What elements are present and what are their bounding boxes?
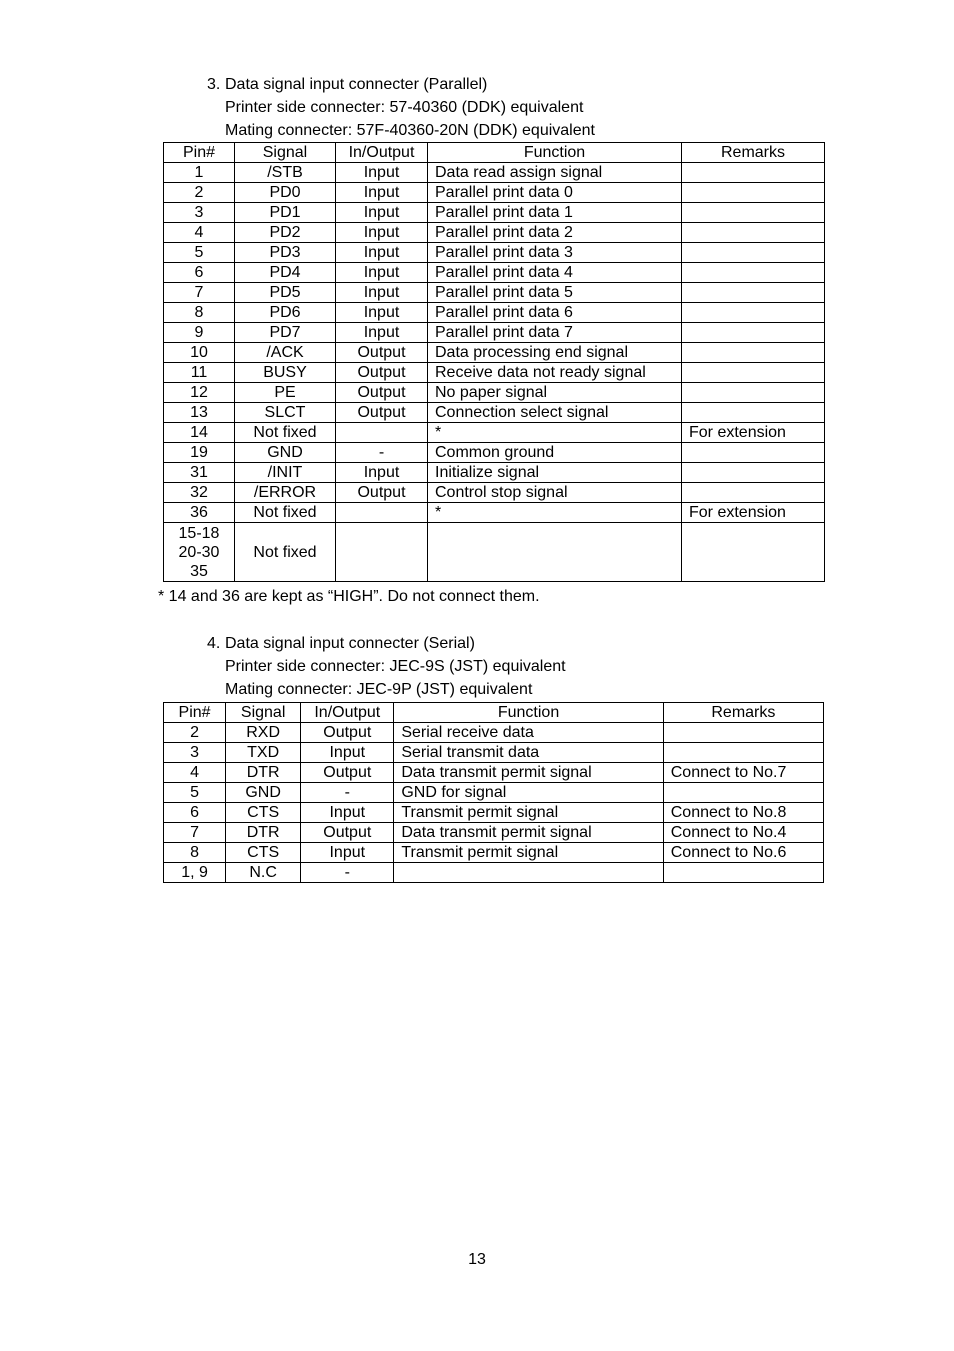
function-cell: Serial transmit data bbox=[394, 743, 663, 763]
table-header-row bbox=[164, 703, 824, 723]
table-header-row bbox=[164, 143, 825, 163]
table-row bbox=[164, 763, 824, 783]
header-signal: Signal bbox=[226, 703, 301, 723]
remarks-cell bbox=[682, 283, 825, 303]
in-output-cell: Input bbox=[336, 183, 428, 203]
table-row bbox=[164, 263, 825, 283]
pin-cell: 36 bbox=[164, 503, 235, 523]
table-row bbox=[164, 363, 825, 383]
function-cell: Parallel print data 7 bbox=[428, 323, 682, 343]
in-output-cell: Input bbox=[301, 743, 394, 763]
pin-cell: 8 bbox=[164, 843, 226, 863]
in-output-cell: Output bbox=[301, 763, 394, 783]
remarks-cell bbox=[682, 303, 825, 323]
signal-cell: N.C bbox=[226, 863, 301, 883]
remarks-cell bbox=[682, 323, 825, 343]
pin-cell: 8 bbox=[164, 303, 235, 323]
signal-cell: PD2 bbox=[235, 223, 336, 243]
table-row bbox=[164, 523, 825, 582]
remarks-cell bbox=[682, 523, 825, 582]
signal-cell: PD7 bbox=[235, 323, 336, 343]
in-output-cell: Input bbox=[336, 463, 428, 483]
pin-cell: 6 bbox=[164, 803, 226, 823]
in-output-cell: Output bbox=[336, 403, 428, 423]
in-output-cell: Input bbox=[336, 263, 428, 283]
function-cell: Parallel print data 6 bbox=[428, 303, 682, 323]
header-in-output: In/Output bbox=[336, 143, 428, 163]
signal-cell: /STB bbox=[235, 163, 336, 183]
pin-cell: 6 bbox=[164, 263, 235, 283]
pin-cell: 31 bbox=[164, 463, 235, 483]
function-cell: * bbox=[428, 423, 682, 443]
header-remarks: Remarks bbox=[663, 703, 823, 723]
remarks-cell bbox=[682, 203, 825, 223]
table-row bbox=[164, 743, 824, 763]
function-cell: Parallel print data 2 bbox=[428, 223, 682, 243]
serial-section-title: Data signal input connecter (Serial) bbox=[225, 635, 475, 652]
remarks-cell: For extension bbox=[682, 423, 825, 443]
pin-cell: 32 bbox=[164, 483, 235, 503]
pin-cell: 10 bbox=[164, 343, 235, 363]
remarks-cell bbox=[682, 483, 825, 503]
table-row bbox=[164, 183, 825, 203]
remarks-cell bbox=[663, 723, 823, 743]
in-output-cell bbox=[336, 423, 428, 443]
pin-cell: 1 bbox=[164, 163, 235, 183]
function-cell: Parallel print data 0 bbox=[428, 183, 682, 203]
remarks-cell bbox=[663, 783, 823, 803]
parallel-section-title: Data signal input connecter (Parallel) bbox=[225, 76, 488, 93]
signal-cell: BUSY bbox=[235, 363, 336, 383]
signal-cell: DTR bbox=[226, 823, 301, 843]
parallel-pin-table bbox=[163, 142, 825, 582]
serial-printer-side-connector: Printer side connecter: JEC-9S (JST) equivalent bbox=[225, 658, 566, 675]
pin-cell: 5 bbox=[164, 783, 226, 803]
pin-cell: 11 bbox=[164, 363, 235, 383]
remarks-cell: Connect to No.8 bbox=[663, 803, 823, 823]
signal-cell: SLCT bbox=[235, 403, 336, 423]
serial-mating-connector: Mating connecter: JEC-9P (JST) equivalent bbox=[225, 681, 533, 698]
pin-cell: 2 bbox=[164, 723, 226, 743]
in-output-cell: Input bbox=[336, 323, 428, 343]
function-cell: Receive data not ready signal bbox=[428, 363, 682, 383]
table-row bbox=[164, 163, 825, 183]
remarks-cell bbox=[682, 443, 825, 463]
in-output-cell: Input bbox=[301, 843, 394, 863]
table-row bbox=[164, 243, 825, 263]
table-row bbox=[164, 443, 825, 463]
remarks-cell: For extension bbox=[682, 503, 825, 523]
in-output-cell: Input bbox=[336, 163, 428, 183]
in-output-cell: - bbox=[336, 443, 428, 463]
signal-cell: PD0 bbox=[235, 183, 336, 203]
parallel-heading bbox=[207, 73, 487, 96]
table-row bbox=[164, 423, 825, 443]
function-cell: Connection select signal bbox=[428, 403, 682, 423]
serial-section-number: 4. bbox=[207, 635, 221, 652]
signal-cell: Not fixed bbox=[235, 423, 336, 443]
header-function: Function bbox=[428, 143, 682, 163]
header-pin: Pin# bbox=[164, 143, 235, 163]
function-cell: Parallel print data 3 bbox=[428, 243, 682, 263]
table-row bbox=[164, 323, 825, 343]
function-cell: Parallel print data 1 bbox=[428, 203, 682, 223]
signal-cell: Not fixed bbox=[235, 523, 336, 582]
function-cell: Common ground bbox=[428, 443, 682, 463]
in-output-cell: Output bbox=[336, 383, 428, 403]
signal-cell: CTS bbox=[226, 803, 301, 823]
signal-cell: PE bbox=[235, 383, 336, 403]
table-row bbox=[164, 803, 824, 823]
serial-heading bbox=[207, 632, 475, 655]
signal-cell: PD1 bbox=[235, 203, 336, 223]
pin-cell: 4 bbox=[164, 223, 235, 243]
pin-cell: 14 bbox=[164, 423, 235, 443]
header-in-output: In/Output bbox=[301, 703, 394, 723]
remarks-cell bbox=[682, 243, 825, 263]
function-cell: GND for signal bbox=[394, 783, 663, 803]
table-row bbox=[164, 843, 824, 863]
function-cell: Parallel print data 4 bbox=[428, 263, 682, 283]
table-row bbox=[164, 303, 825, 323]
function-cell bbox=[428, 523, 682, 582]
function-cell: No paper signal bbox=[428, 383, 682, 403]
function-cell: * bbox=[428, 503, 682, 523]
pin-cell: 7 bbox=[164, 823, 226, 843]
pin-cell: 3 bbox=[164, 743, 226, 763]
in-output-cell: Output bbox=[301, 823, 394, 843]
signal-cell: /ERROR bbox=[235, 483, 336, 503]
table-row bbox=[164, 343, 825, 363]
in-output-cell: Input bbox=[301, 803, 394, 823]
pin-cell: 12 bbox=[164, 383, 235, 403]
remarks-cell bbox=[682, 383, 825, 403]
function-cell: Initialize signal bbox=[428, 463, 682, 483]
remarks-cell bbox=[682, 183, 825, 203]
in-output-cell: Output bbox=[336, 363, 428, 383]
pin-cell: 3 bbox=[164, 203, 235, 223]
in-output-cell: Output bbox=[336, 483, 428, 503]
pin-cell: 7 bbox=[164, 283, 235, 303]
parallel-mating-connector: Mating connecter: 57F-40360-20N (DDK) equivalent bbox=[225, 122, 595, 139]
pin-cell: 2 bbox=[164, 183, 235, 203]
in-output-cell: - bbox=[301, 863, 394, 883]
remarks-cell bbox=[663, 743, 823, 763]
remarks-cell: Connect to No.4 bbox=[663, 823, 823, 843]
page-number: 13 bbox=[468, 1251, 486, 1268]
in-output-cell: Input bbox=[336, 243, 428, 263]
header-signal: Signal bbox=[235, 143, 336, 163]
in-output-cell: Output bbox=[301, 723, 394, 743]
remarks-cell bbox=[682, 223, 825, 243]
signal-cell: GND bbox=[226, 783, 301, 803]
signal-cell: Not fixed bbox=[235, 503, 336, 523]
header-function: Function bbox=[394, 703, 663, 723]
function-cell: Transmit permit signal bbox=[394, 803, 663, 823]
function-cell: Data transmit permit signal bbox=[394, 823, 663, 843]
remarks-cell bbox=[663, 863, 823, 883]
in-output-cell: Output bbox=[336, 343, 428, 363]
remarks-cell bbox=[682, 363, 825, 383]
pin-cell: 13 bbox=[164, 403, 235, 423]
pin-cell: 1, 9 bbox=[164, 863, 226, 883]
table-row bbox=[164, 823, 824, 843]
remarks-cell: Connect to No.6 bbox=[663, 843, 823, 863]
signal-cell: PD3 bbox=[235, 243, 336, 263]
table-row bbox=[164, 723, 824, 743]
pin-cell: 9 bbox=[164, 323, 235, 343]
pin-cell: 4 bbox=[164, 763, 226, 783]
serial-pin-table bbox=[163, 702, 824, 883]
table-row bbox=[164, 223, 825, 243]
remarks-cell bbox=[682, 343, 825, 363]
table-row bbox=[164, 403, 825, 423]
in-output-cell bbox=[336, 523, 428, 582]
parallel-printer-side-connector: Printer side connecter: 57-40360 (DDK) equivalent bbox=[225, 99, 584, 116]
signal-cell: GND bbox=[235, 443, 336, 463]
remarks-cell bbox=[682, 163, 825, 183]
table-row bbox=[164, 463, 825, 483]
remarks-cell bbox=[682, 463, 825, 483]
signal-cell: /INIT bbox=[235, 463, 336, 483]
table-row bbox=[164, 483, 825, 503]
remarks-cell bbox=[682, 263, 825, 283]
table-row bbox=[164, 863, 824, 883]
remarks-cell bbox=[682, 403, 825, 423]
function-cell: Data transmit permit signal bbox=[394, 763, 663, 783]
in-output-cell: Input bbox=[336, 203, 428, 223]
function-cell: Serial receive data bbox=[394, 723, 663, 743]
parallel-section-number: 3. bbox=[207, 76, 221, 93]
remarks-cell: Connect to No.7 bbox=[663, 763, 823, 783]
pin-cell: 5 bbox=[164, 243, 235, 263]
signal-cell: /ACK bbox=[235, 343, 336, 363]
table-row bbox=[164, 203, 825, 223]
in-output-cell bbox=[336, 503, 428, 523]
header-remarks: Remarks bbox=[682, 143, 825, 163]
pin-cell: 19 bbox=[164, 443, 235, 463]
function-cell: Control stop signal bbox=[428, 483, 682, 503]
in-output-cell: Input bbox=[336, 223, 428, 243]
signal-cell: TXD bbox=[226, 743, 301, 763]
function-cell: Data read assign signal bbox=[428, 163, 682, 183]
signal-cell: PD6 bbox=[235, 303, 336, 323]
signal-cell: PD4 bbox=[235, 263, 336, 283]
header-pin: Pin# bbox=[164, 703, 226, 723]
in-output-cell: Input bbox=[336, 283, 428, 303]
signal-cell: PD5 bbox=[235, 283, 336, 303]
table-row bbox=[164, 503, 825, 523]
function-cell: Data processing end signal bbox=[428, 343, 682, 363]
in-output-cell: - bbox=[301, 783, 394, 803]
function-cell: Transmit permit signal bbox=[394, 843, 663, 863]
table-row bbox=[164, 783, 824, 803]
parallel-note: * 14 and 36 are kept as “HIGH”. Do not connect them. bbox=[158, 588, 540, 605]
function-cell bbox=[394, 863, 663, 883]
signal-cell: CTS bbox=[226, 843, 301, 863]
signal-cell: DTR bbox=[226, 763, 301, 783]
function-cell: Parallel print data 5 bbox=[428, 283, 682, 303]
in-output-cell: Input bbox=[336, 303, 428, 323]
pin-cell: 15-18 20-30 35 bbox=[164, 523, 235, 582]
table-row bbox=[164, 283, 825, 303]
signal-cell: RXD bbox=[226, 723, 301, 743]
table-row bbox=[164, 383, 825, 403]
